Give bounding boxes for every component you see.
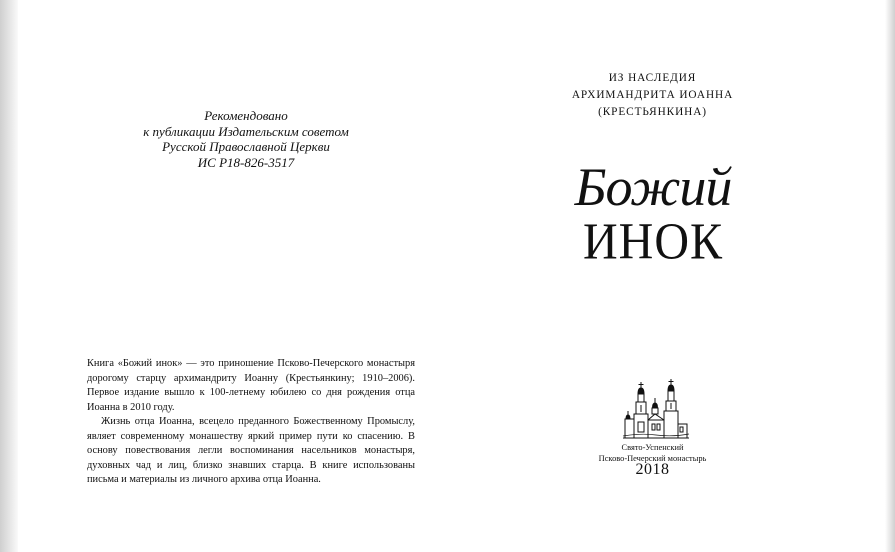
series-line: АРХИМАНДРИТА ИОАННА — [571, 89, 734, 101]
annotation-paragraph: Книга «Божий инок» — это приношение Псково-Печерского монастыря дорогому старцу архимандриту Иоанну (Крестьянкину; 1910–2006). Первое издание вышло к 100-летнему юбилею со дня рождения отца Иоанна в 2010 году. — [87, 358, 415, 413]
recommendation-line: к публикации Издательским советом — [143, 123, 349, 139]
publisher-line: Свято-Успенский — [621, 443, 684, 452]
publication-year: 2018 — [635, 461, 670, 478]
series-line: ИЗ НАСЛЕДИЯ — [608, 72, 697, 84]
recommendation-block — [18, 108, 474, 170]
publisher-line: Псково-Печерский монастырь — [598, 454, 707, 463]
right-page — [445, 0, 885, 552]
series-header — [545, 70, 760, 121]
book-title-caps: ИНОК — [582, 212, 723, 271]
left-gutter-shadow — [0, 0, 18, 552]
left-page — [18, 0, 445, 552]
right-gutter-shadow — [885, 0, 895, 552]
annotation-block — [87, 357, 415, 488]
book-title-script: Божий — [574, 157, 732, 217]
monastery-church-icon — [621, 378, 691, 440]
recommendation-line: Рекомендовано — [204, 108, 288, 123]
recommendation-line: Русской Православной Церкви — [162, 139, 330, 155]
annotation-paragraph: Жизнь отца Иоанна, всецело преданного Божественному Промыслу, являет современному монашеству яркий пример пути ко спасению. В основу повествования легли воспоминания насельников монастыря, духовных чад и лиц, близко знавших старца. В книге использованы письма и материалы из личного архива отца Иоанна. — [87, 416, 415, 485]
series-line: (КРЕСТЬЯНКИНА) — [598, 106, 707, 118]
recommendation-line: ИС Р18-826-3517 — [197, 154, 295, 170]
